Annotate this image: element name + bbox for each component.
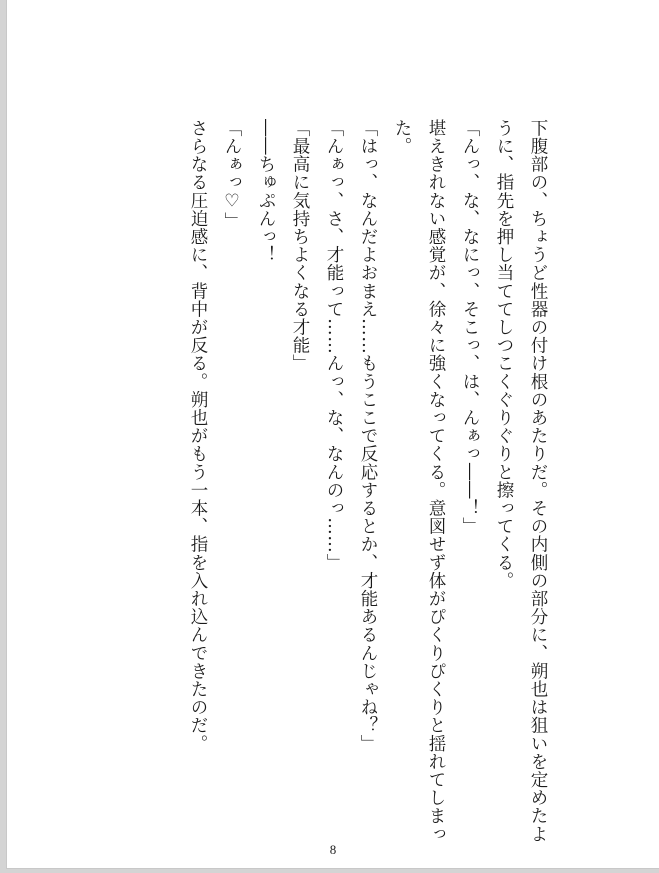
text-line: た。 — [392, 119, 412, 156]
text-line: うに、指先を押し当ててしつこくぐりぐりと擦ってくる。 — [494, 119, 514, 590]
text-line: 「んぁっ、さ、才能って……んっ、な、なんのっ……」 — [324, 119, 344, 572]
text-line: 「んっ、な、なにっ、そこっ、は、んぁっ――！」 — [460, 119, 480, 536]
text-line: さらなる圧迫感に、背中が反る。朔也がもう一本、指を入れ込んできたのだ。 — [188, 119, 208, 753]
text-line: ――ちゅぷんっ！ — [256, 119, 276, 264]
text-line: 「はっ、なんだよおまえ……もうここで反応するとか、才能あるんじゃね？」 — [358, 119, 378, 753]
page-number: 8 — [329, 842, 337, 857]
vertical-text-body — [181, 119, 555, 843]
document-page — [6, 0, 659, 869]
text-line: 下腹部の、ちょうど性器の付け根のあたりだ。その内側の部分に、朔也は狙いを定めたよ — [528, 119, 548, 843]
text-line: 「んぁっ♡」 — [222, 119, 242, 231]
text-line: 「最高に気持ちよくなる才能」 — [290, 119, 310, 373]
text-line: 堪えきれない感覚が、徐々に強くなってくる。意図せず体がぴくりぴくりと揺れてしまっ — [426, 119, 446, 843]
